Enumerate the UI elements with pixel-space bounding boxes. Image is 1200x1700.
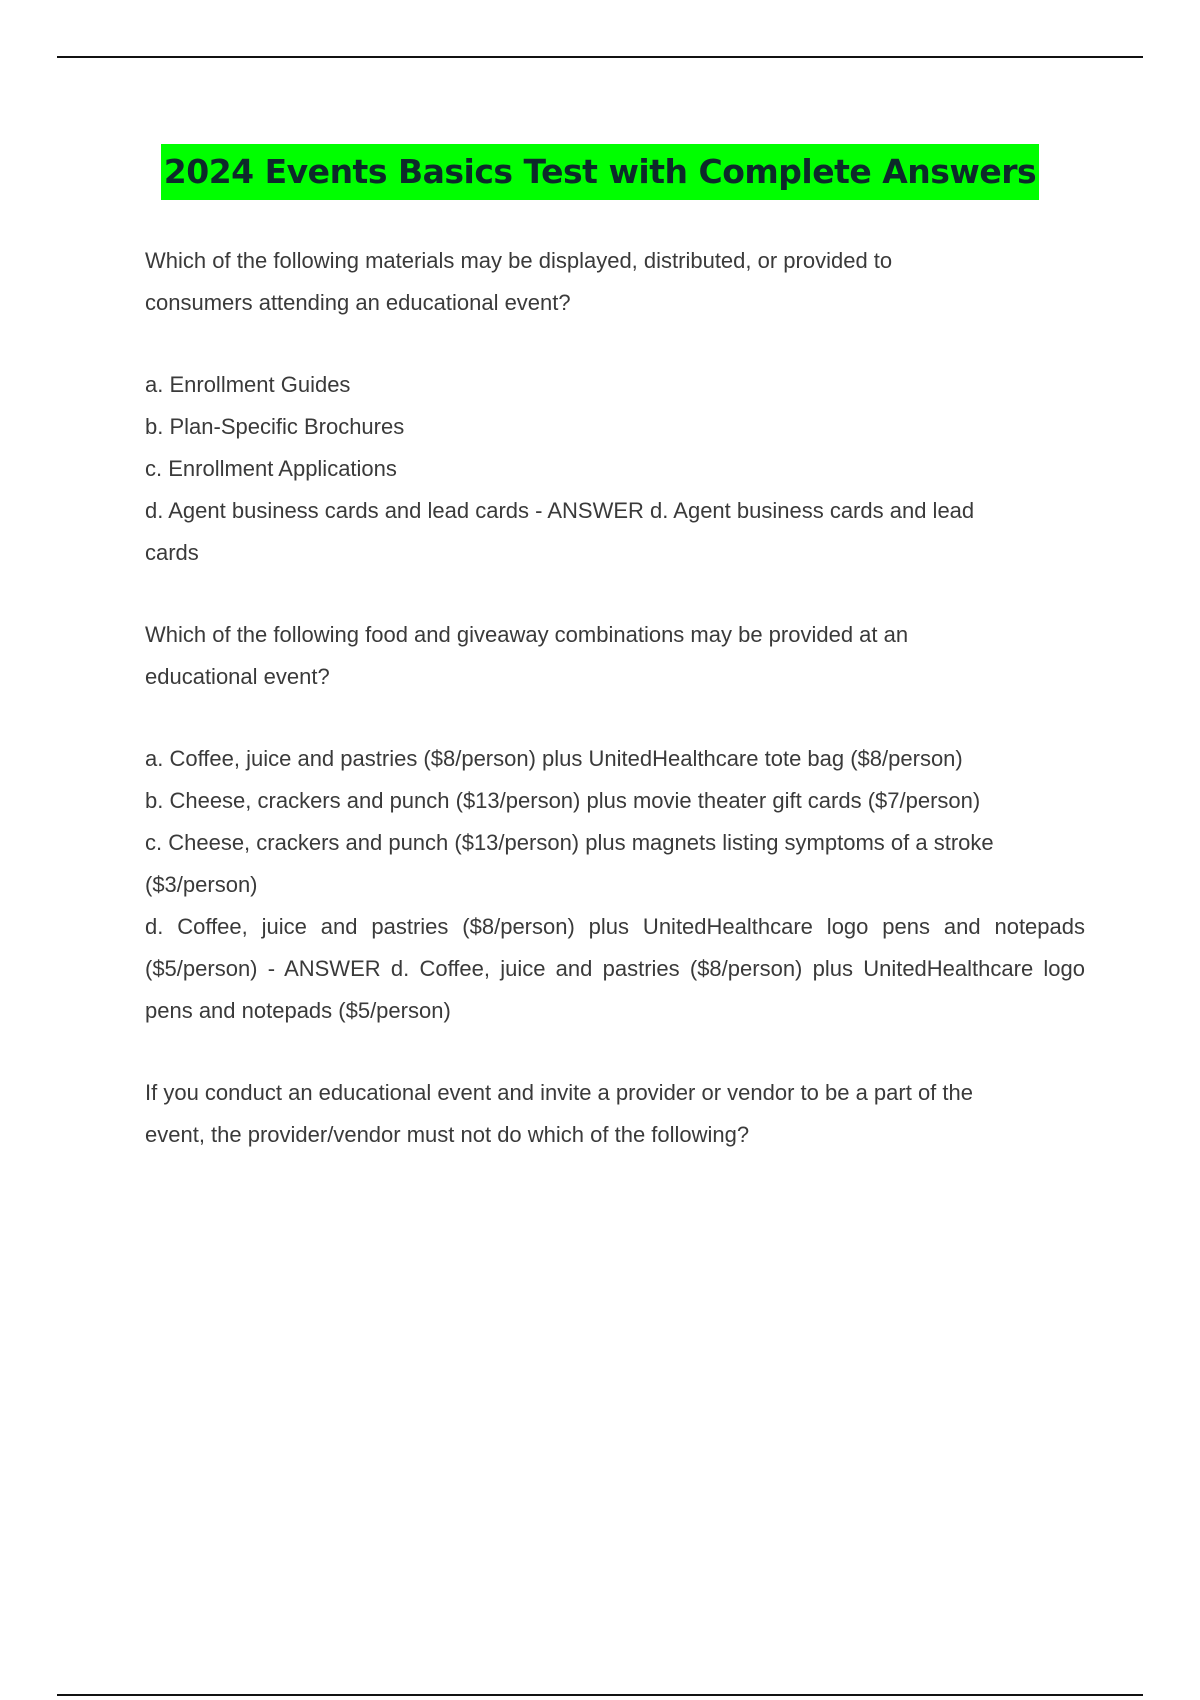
question-prompt: If you conduct an educational event and invite a provider or vendor to be a part of the event, the provider/vendor must not do which of the following? bbox=[145, 1080, 973, 1147]
question-block-3 bbox=[145, 1072, 1085, 1156]
document-body bbox=[145, 240, 1085, 1196]
answer-option: a. Coffee, juice and pastries ($8/person) plus UnitedHealthcare tote bag ($8/person) bbox=[145, 746, 963, 771]
answer-option: b. Plan-Specific Brochures bbox=[145, 414, 405, 439]
answer-option: c. Cheese, crackers and punch ($13/person) plus magnets listing symptoms of a stroke ($3/person) bbox=[145, 830, 994, 897]
document-title: 2024 Events Basics Test with Complete Answers bbox=[161, 144, 1039, 200]
answer-option: b. Cheese, crackers and punch ($13/person) plus movie theater gift cards ($7/person) bbox=[145, 788, 981, 813]
answer-option: d. Coffee, juice and pastries ($8/person) plus UnitedHealthcare logo pens and notepads ($5/person) - ANSWER d. Coffee, juice and pastries ($8/person) plus UnitedHealthcare logo pens and notepads ($5/person) bbox=[145, 914, 1085, 1023]
question-prompt: Which of the following food and giveaway combinations may be provided at an educational event? bbox=[145, 622, 909, 689]
answer-option: a. Enrollment Guides bbox=[145, 372, 351, 397]
question-prompt: Which of the following materials may be displayed, distributed, or provided to consumers attending an educational event? bbox=[145, 248, 893, 315]
answer-option: c. Enrollment Applications bbox=[145, 456, 397, 481]
question-block-1 bbox=[145, 240, 1085, 574]
bottom-rule bbox=[57, 1694, 1143, 1696]
top-rule bbox=[57, 56, 1143, 58]
title-container bbox=[0, 144, 1200, 200]
question-block-2 bbox=[145, 614, 1085, 1032]
answer-option: d. Agent business cards and lead cards - ANSWER d. Agent business cards and lead cards bbox=[145, 498, 975, 565]
